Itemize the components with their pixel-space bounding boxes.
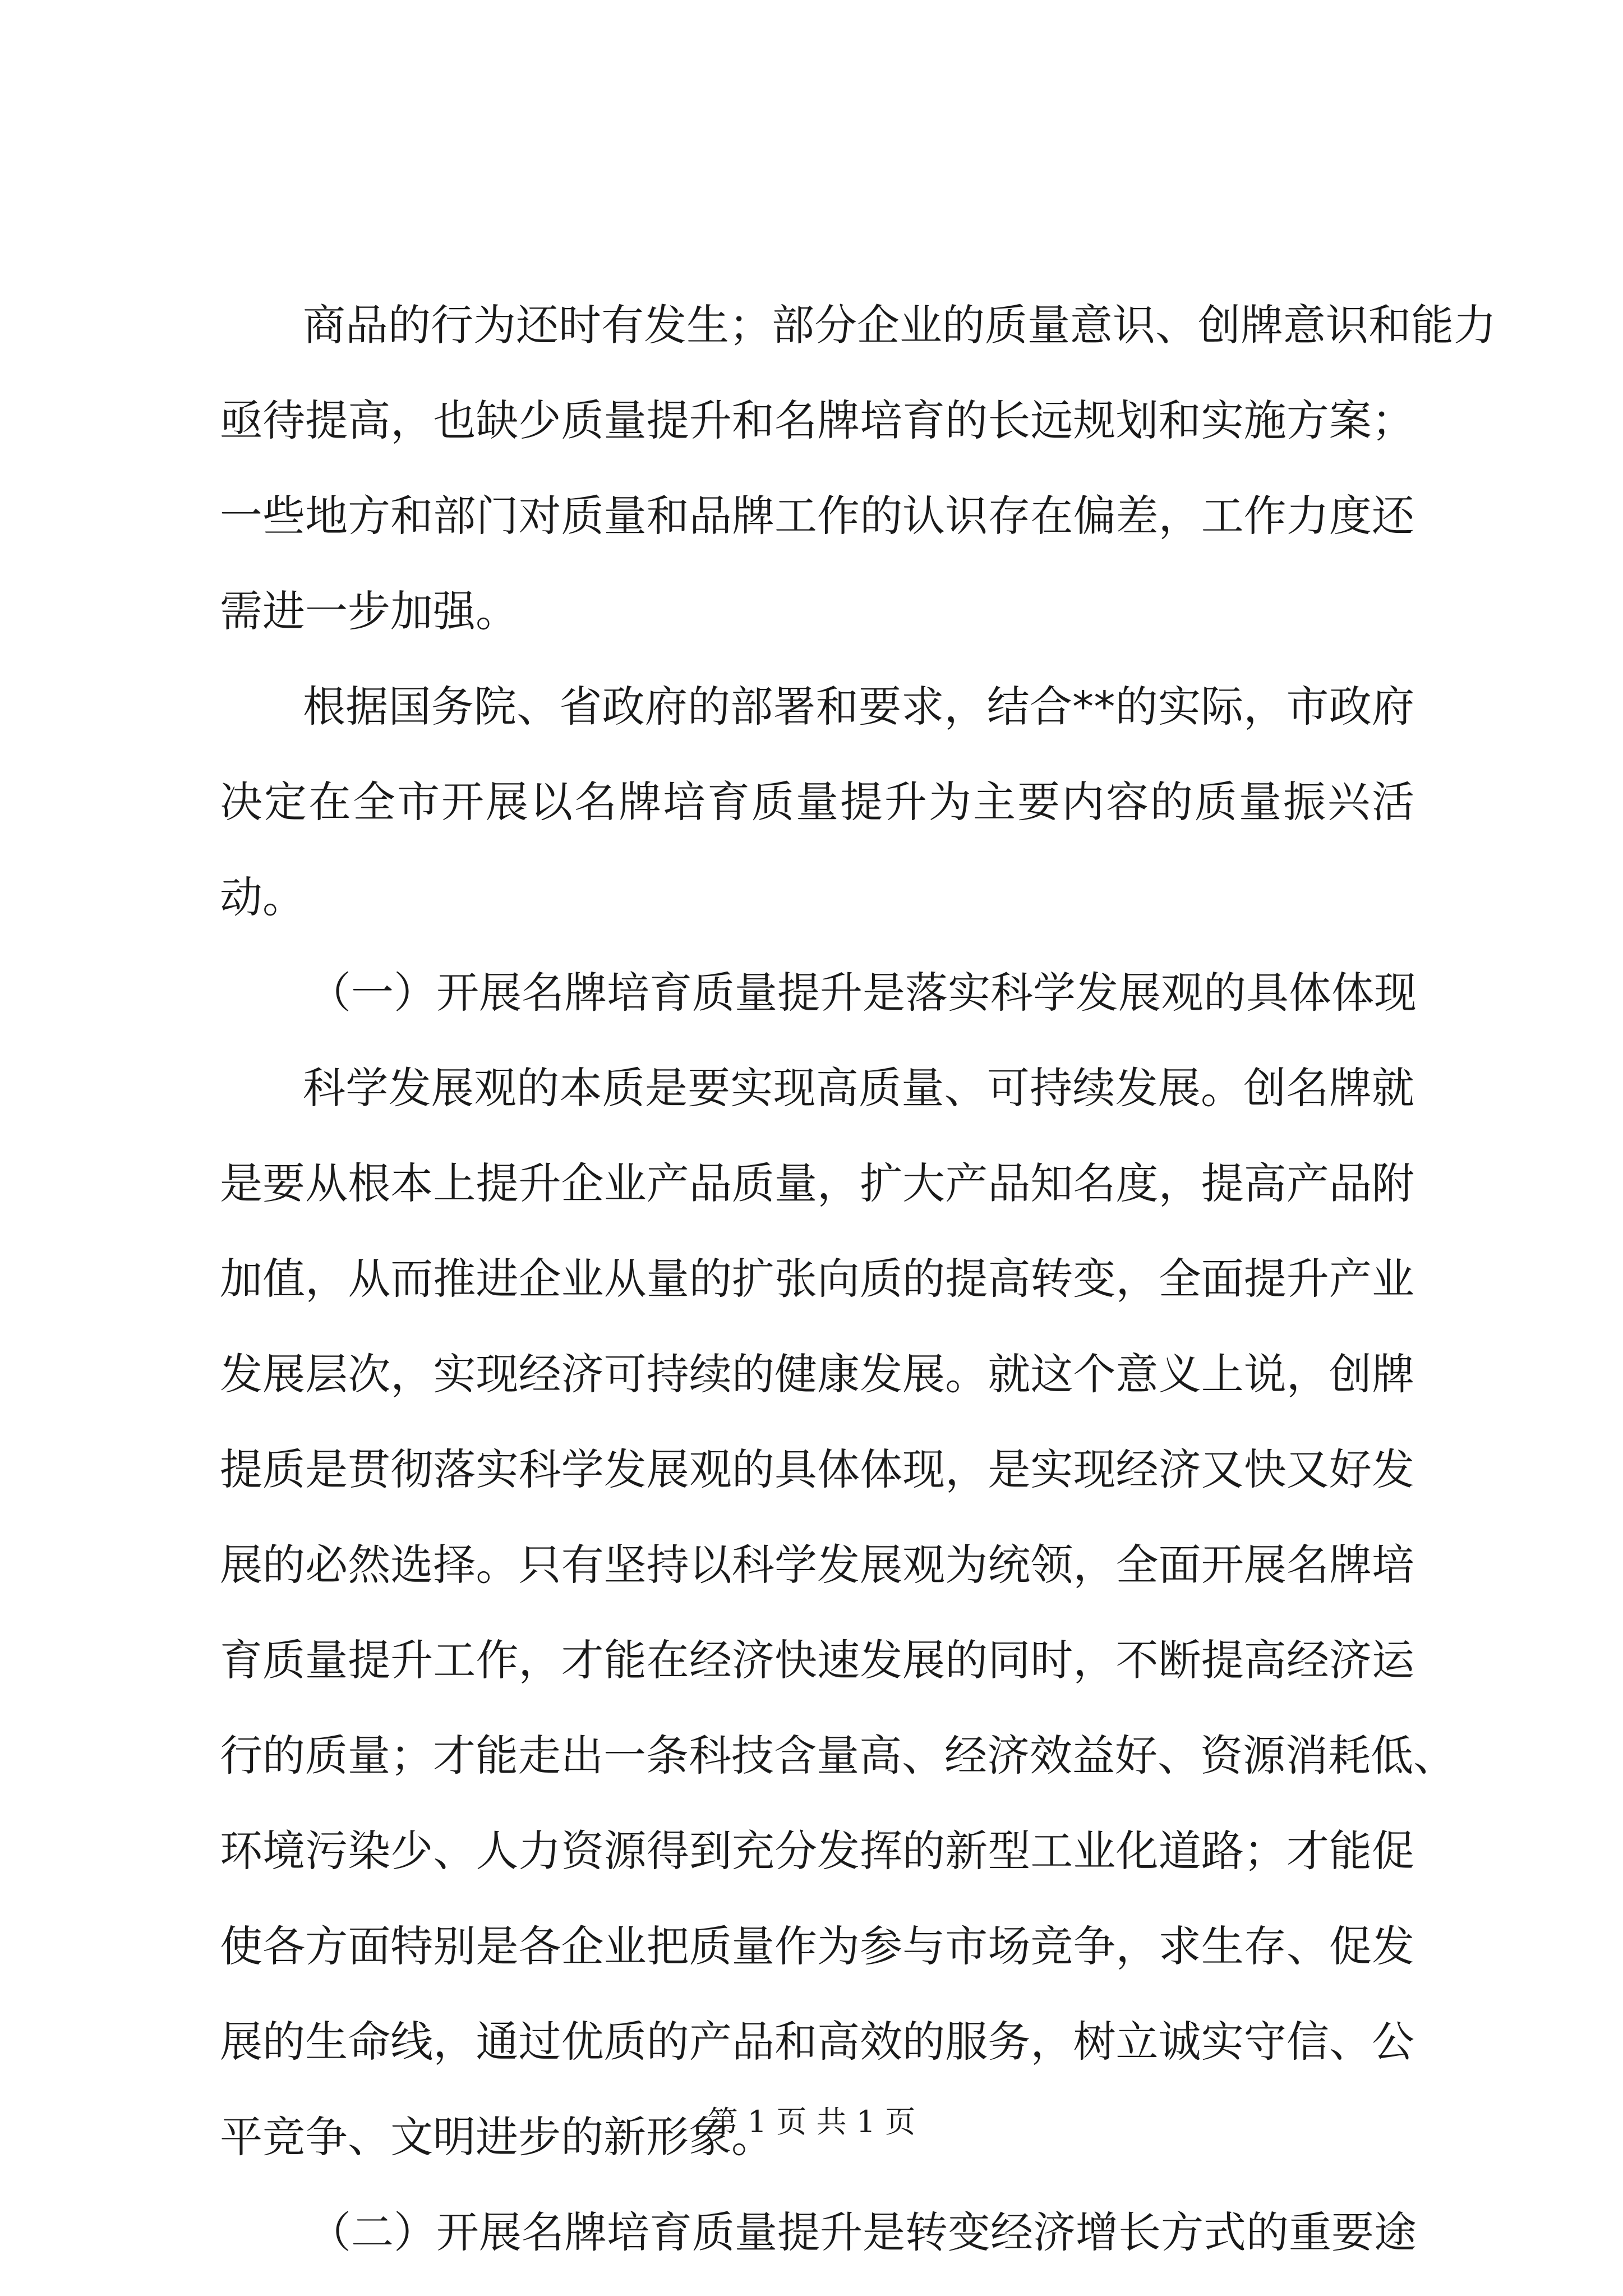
text-line <box>0 1136 1623 1231</box>
page-number-label: 第 1 页 共 1 页 <box>707 2104 916 2139</box>
text-line <box>0 278 1623 373</box>
text-line <box>0 2090 1623 2185</box>
text-line <box>0 850 1623 945</box>
text-line <box>0 468 1623 564</box>
text-line-content: 行的质量；才能走出一条科技含量高、经济效益好、资源消耗低、 <box>220 1731 1456 1780</box>
text-line-content: 环境污染少、人力资源得到充分发挥的新型工业化道路；才能促 <box>220 1826 1415 1876</box>
text-line-content: 平竞争、文明进步的新形象。 <box>220 2112 774 2162</box>
text-line-content: 决定在全市开展以名牌培育质量提升为主要内容的质量振兴活 <box>220 777 1416 827</box>
text-line-content: 商品的行为还时有发生；部分企业的质量意识、创牌意识和能力 <box>303 300 1496 350</box>
text-line <box>0 1899 1623 1994</box>
text-line <box>0 659 1623 754</box>
text-line-content: 展的必然选择。只有坚持以科学发展观为统领，全面开展名牌培 <box>220 1540 1415 1590</box>
text-line <box>0 1517 1623 1613</box>
section-heading-text: （二）开展名牌培育质量提升是转变经济增长方式的重要途 <box>308 2207 1417 2257</box>
text-line-content: 育质量提升工作，才能在经济快速发展的同时，不断提高经济运 <box>220 1635 1415 1685</box>
text-line-content: 提质是贯彻落实科学发展观的具体体现，是实现经济又快又好发 <box>220 1444 1415 1494</box>
text-line-content: 亟待提高，也缺少质量提升和名牌培育的长远规划和实施方案； <box>220 395 1415 445</box>
text-line <box>0 754 1623 850</box>
text-line-content: 动。 <box>220 872 305 922</box>
text-line <box>0 1708 1623 1803</box>
text-line-content: 需进一步加强。 <box>220 586 518 636</box>
section-heading <box>0 2185 1623 2280</box>
text-line <box>0 373 1623 468</box>
text-line-content: 根据国务院、省政府的部署和要求，结合**的实际，市政府 <box>303 682 1415 731</box>
text-line <box>0 1231 1623 1327</box>
text-line <box>0 564 1623 659</box>
text-line-content: 加值，从而推进企业从量的扩张向质的提高转变，全面提升产业 <box>220 1254 1415 1304</box>
text-line-content: 一些地方和部门对质量和品牌工作的认识存在偏差，工作力度还 <box>220 491 1415 541</box>
text-line <box>0 1422 1623 1517</box>
text-line-content: 科学发展观的本质是要实现高质量、可持续发展。创名牌就 <box>303 1063 1415 1113</box>
text-line <box>0 1803 1623 1899</box>
section-heading <box>0 945 1623 1041</box>
text-line-content: 展的生命线，通过优质的产品和高效的服务，树立诚实守信、公 <box>220 2017 1415 2067</box>
text-line-content: 发展层次，实现经济可持续的健康发展。就这个意义上说，创牌 <box>220 1349 1415 1399</box>
text-line <box>0 1613 1623 1708</box>
text-line-content: 是要从根本上提升企业产品质量，扩大产品知名度，提高产品附 <box>220 1158 1415 1208</box>
text-line-content: 使各方面特别是各企业把质量作为参与市场竞争，求生存、促发 <box>220 1921 1415 1971</box>
section-heading-text: （一）开展名牌培育质量提升是落实科学发展观的具体体现 <box>308 968 1417 1018</box>
text-line <box>0 1041 1623 1136</box>
text-line <box>0 1327 1623 1422</box>
text-line <box>0 1994 1623 2090</box>
